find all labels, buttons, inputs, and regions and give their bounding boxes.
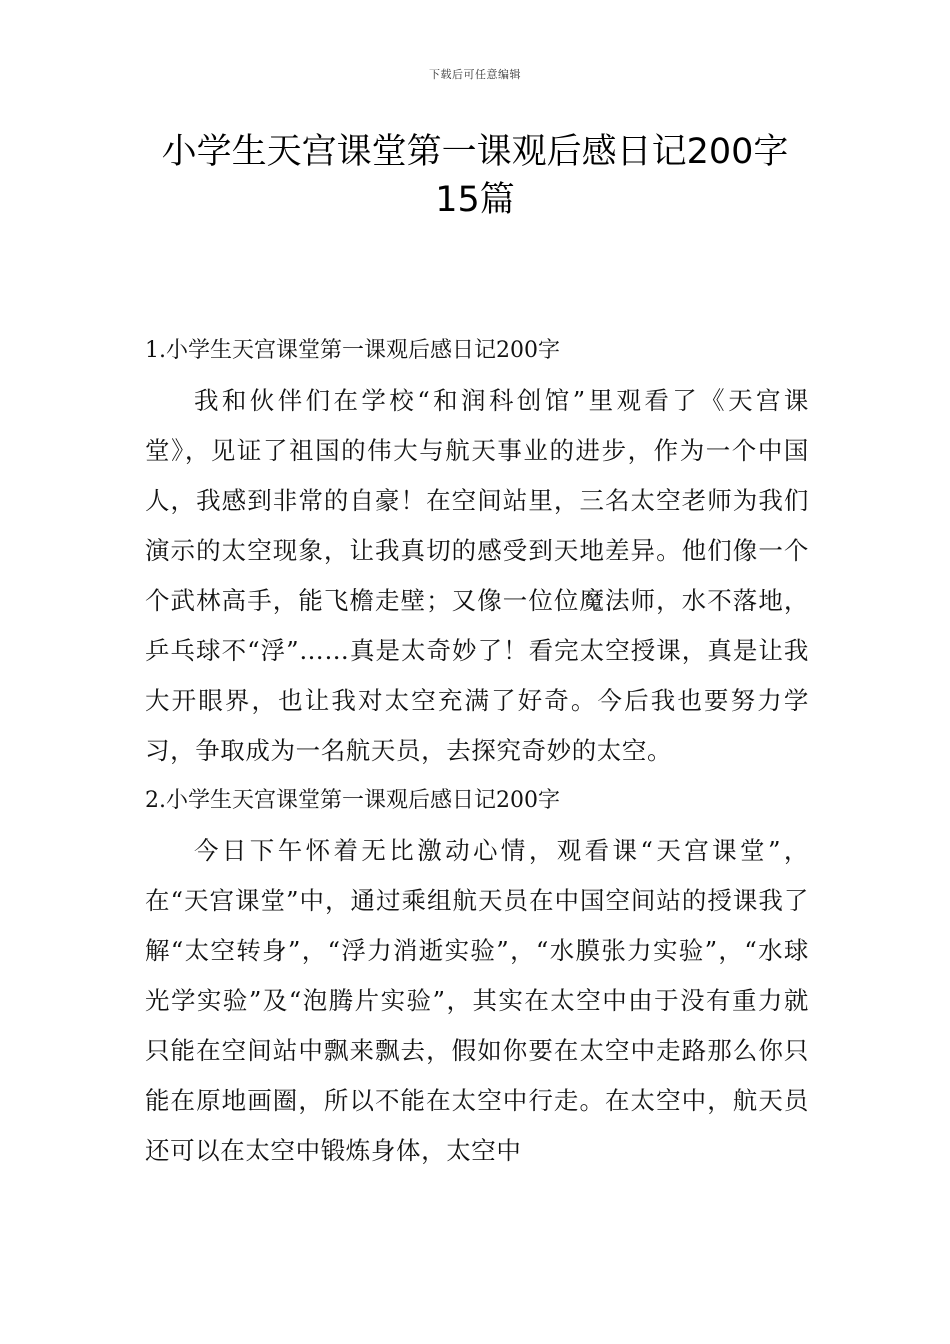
section-paragraph: 我和伙伴们在学校“和润科创馆”里观看了《天宫课堂》，见证了祖国的伟大与航天事业的进步，作为一个中国人，我感到非常的自豪！在空间站里，三名太空老师为我们演示的太空现象，让我真切的感受到天地差异。他们像一个个武林高手，能飞檐走壁；又像一位位魔法师，水不落地，乒乓球不“浮”……真是太奇妙了！看完太空授课，真是让我大开眼界，也让我对太空充满了好奇。今后我也要努力学习，争取成为一名航天员，去探究奇妙的太空。 [145, 386, 809, 765]
section-paragraph: 今日下午怀着无比激动心情，观看课“天宫课堂”，在“天宫课堂”中，通过乘组航天员在中国空间站的授课我了解“太空转身”，“浮力消逝实验”，“水膜张力实验”，“水球光学实验”及“泡腾片实验”，其实在太空中由于没有重力就只能在空间站中飘来飘去，假如你要在太空中走路那么你只能在原地画圈，所以不能在太空中行走。在太空中，航天员还可以在太空中锻炼身体，太空中 [145, 836, 809, 1165]
section-heading: 1.小学生天宫课堂第一课观后感日记200字 [145, 338, 560, 363]
title-line-1: 小学生天宫课堂第一课观后感日记200字 [161, 132, 789, 172]
title-line-2: 15篇 [435, 180, 515, 220]
section [145, 776, 809, 1176]
section-heading: 2.小学生天宫课堂第一课观后感日记200字 [145, 788, 560, 813]
header-note: 下载后可任意编辑 [429, 68, 521, 81]
document-title [120, 128, 830, 224]
section [145, 326, 809, 776]
document-body [145, 326, 809, 1176]
